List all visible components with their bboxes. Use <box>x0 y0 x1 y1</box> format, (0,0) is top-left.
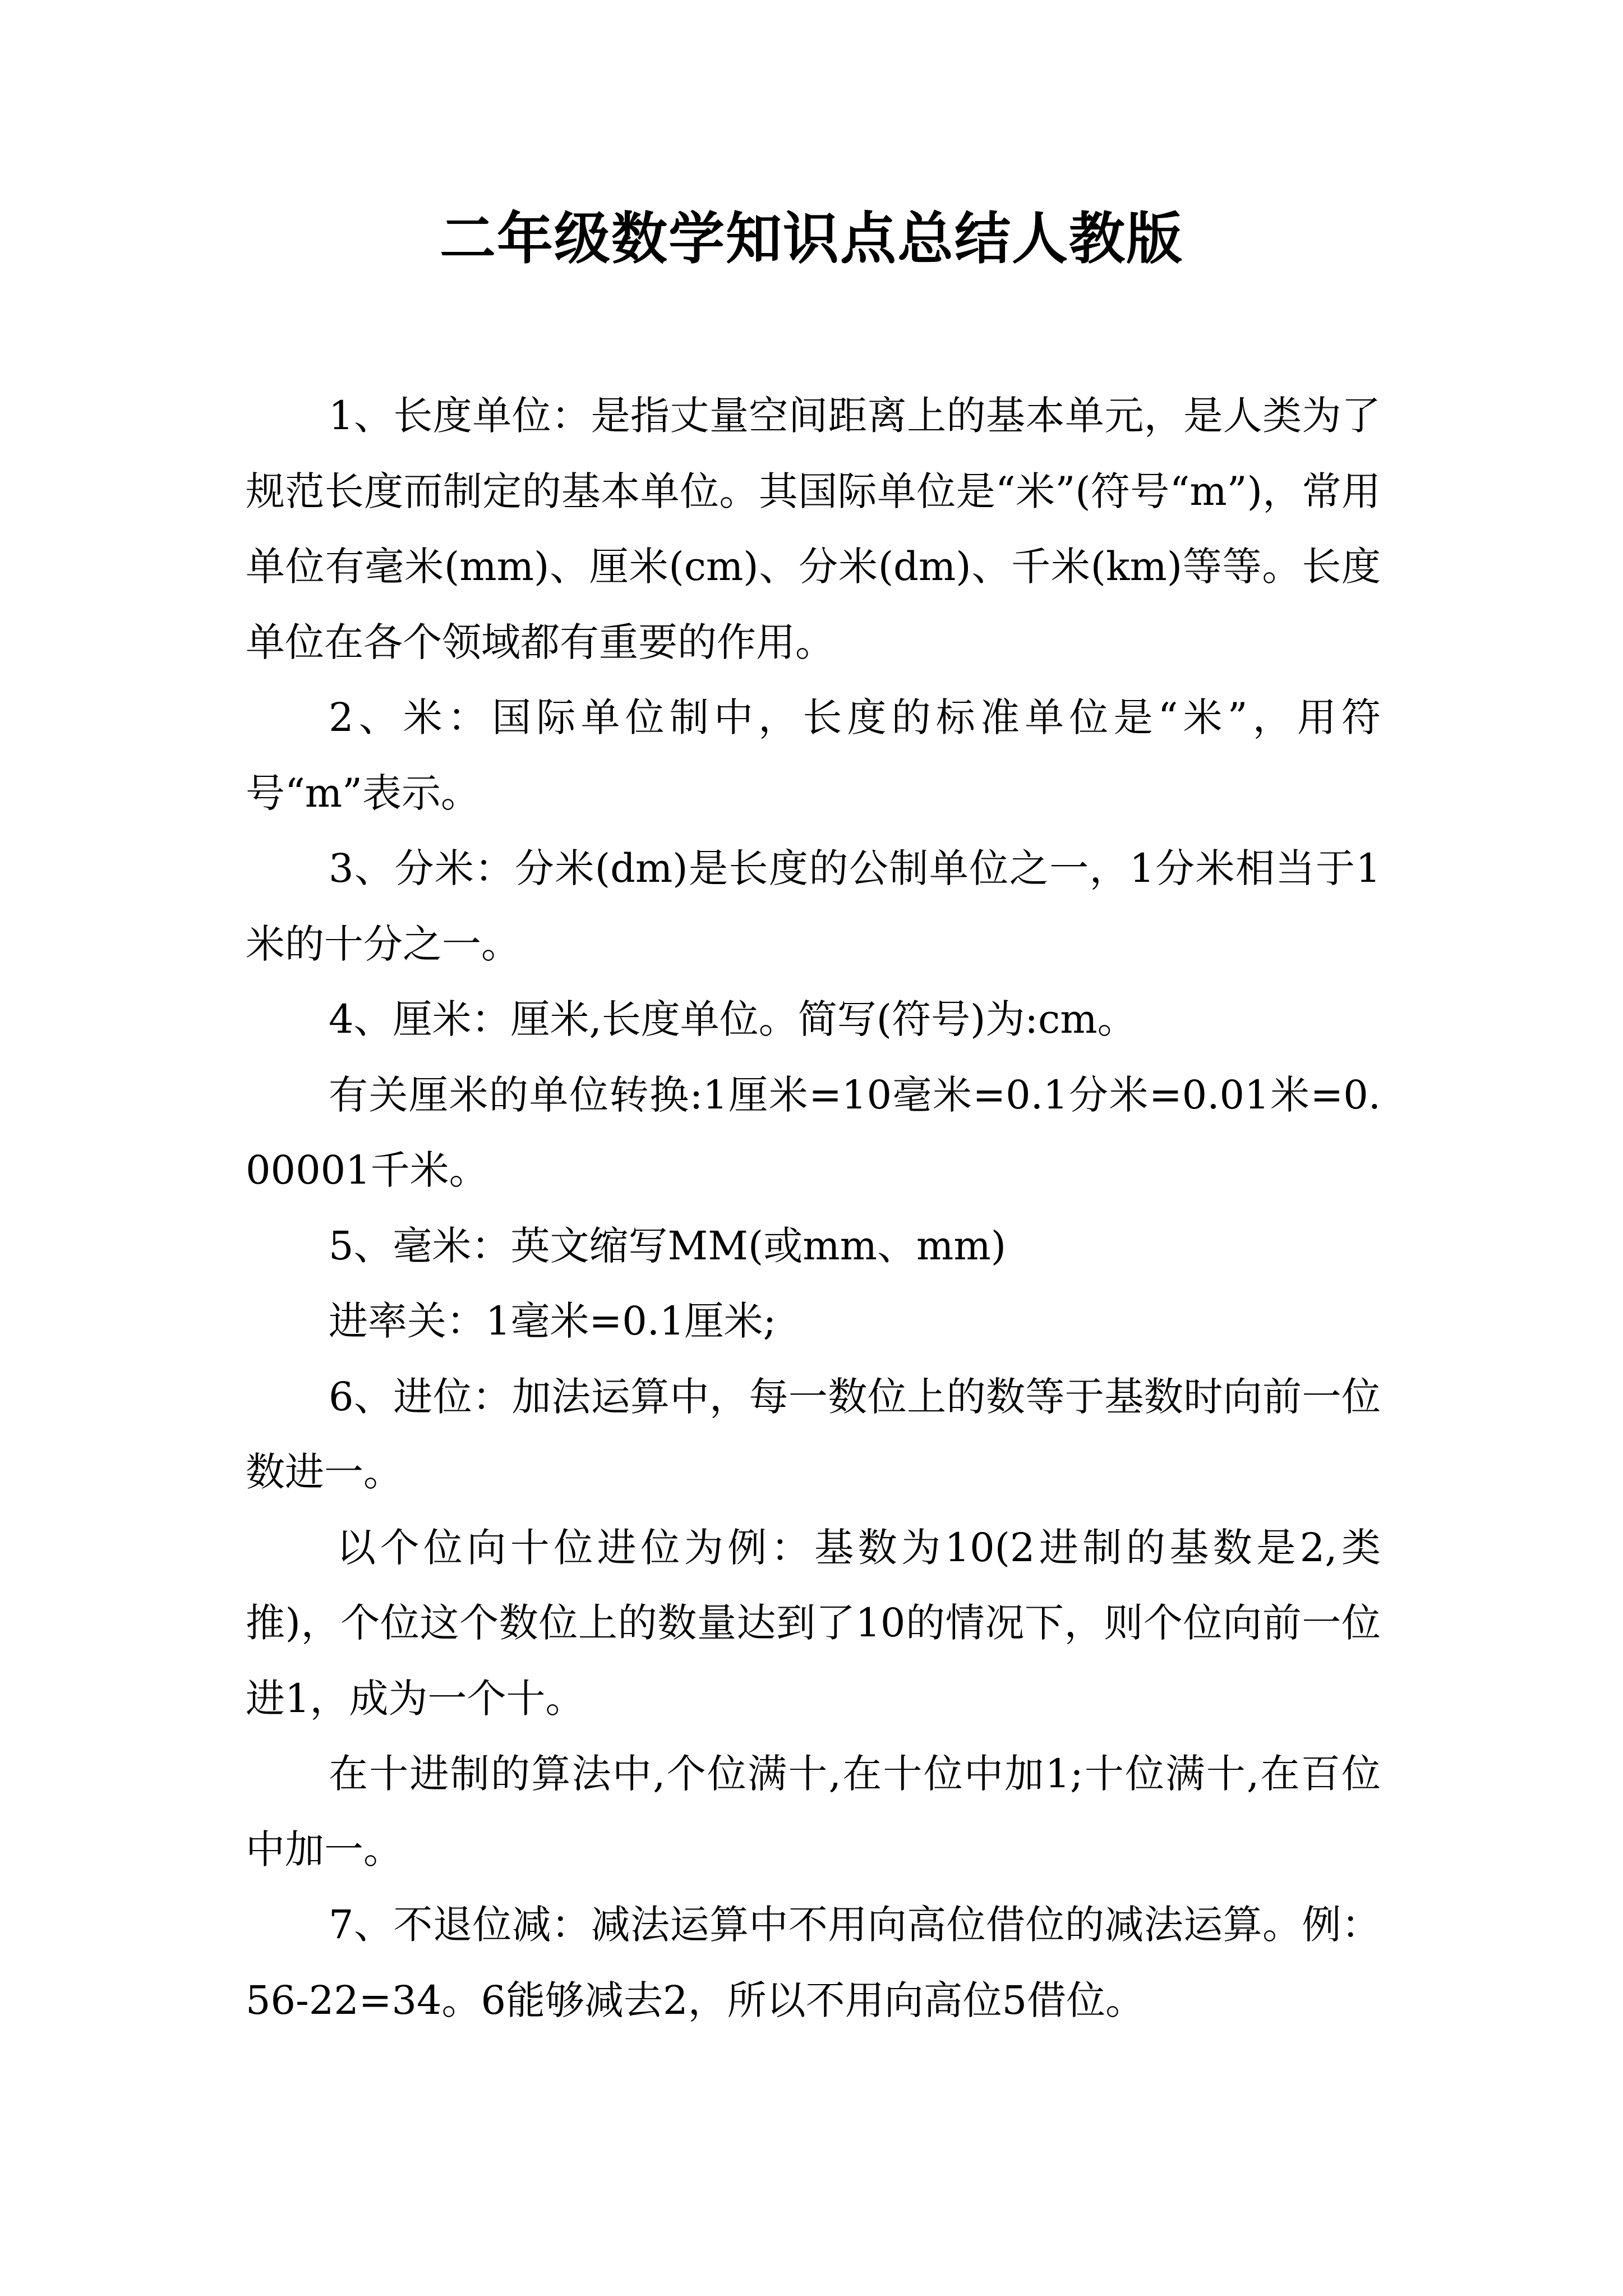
paragraph-no-borrow-subtraction: 7、不退位减：减法运算中不用向高位借位的减法运算。例：56-22=34。6能够减去2，所以不用向高位5借位。 <box>246 1902 1381 2023</box>
paragraph-decimal-carry: 在十进制的算法中,个位满十,在十位中加1;十位满十,在百位中加一。 <box>246 1751 1381 1872</box>
paragraph-millimeter: 5、毫米：英文缩写MM(或mm、mm) <box>329 1222 1007 1269</box>
paragraph-carry-example: 以个位向十位进位为例：基数为10(2进制的基数是2,类推)，个位这个数位上的数量达到了10的情况下，则个位向前一位进1，成为一个十。 <box>246 1524 1381 1722</box>
paragraph-decimeter: 3、分米：分米(dm)是长度的公制单位之一，1分米相当于1米的十分之一。 <box>246 845 1381 967</box>
paragraph-centimeter-conversion: 有关厘米的单位转换:1厘米=10毫米=0.1分米=0.01米=0.00001千米。 <box>246 1071 1381 1193</box>
document-title: 二年级数学知识点总结人教版 <box>440 205 1183 272</box>
paragraph-centimeter: 4、厘米：厘米,长度单位。简写(符号)为:cm。 <box>329 996 1137 1042</box>
paragraph-carry: 6、进位：加法运算中，每一数位上的数等于基数时向前一位数进一。 <box>246 1373 1381 1495</box>
paragraph-length-unit: 1、长度单位：是指丈量空间距离上的基本单元，是人类为了规范长度而制定的基本单位。其国际单位是“米”(符号“m”)，常用单位有毫米(mm)、厘米(cm)、分米(dm)、千米(km)等等。长度单位在各个领域都有重要的作用。 <box>246 393 1381 665</box>
document-body <box>246 378 1381 2038</box>
paragraph-meter: 2、米：国际单位制中，长度的标准单位是“米”，用符号“m”表示。 <box>246 694 1381 816</box>
paragraph-millimeter-rate: 进率关：1毫米=0.1厘米; <box>329 1298 777 1344</box>
